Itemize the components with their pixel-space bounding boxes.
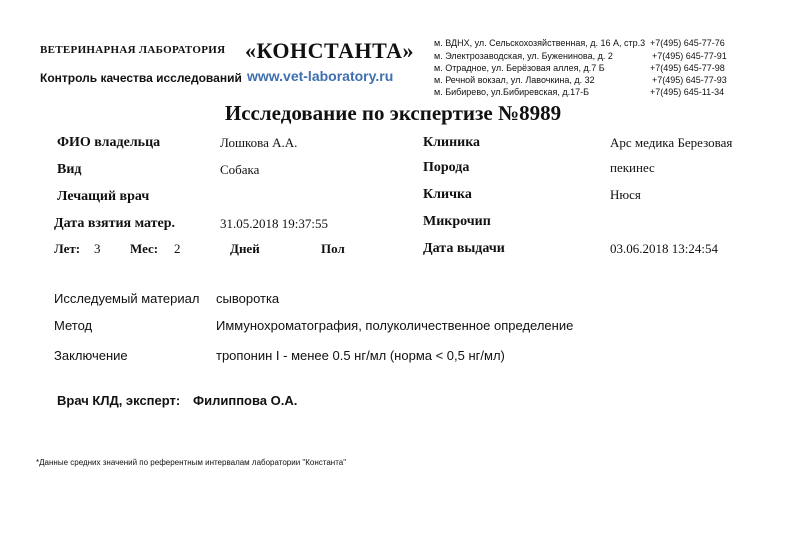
species-value: Собака (220, 162, 260, 177)
expert-name: Филиппова О.А. (193, 393, 298, 408)
address-line: м. ВДНХ, ул. Сельскохозяйственная, д. 16 А, стр.3 (434, 38, 646, 48)
lab-brand: «КОНСТАНТА» (245, 38, 415, 63)
address-line: м. Отрадное, ул. Берёзовая аллея, д.7 Б (434, 63, 605, 73)
species-label: Вид (57, 162, 82, 177)
phone-number: +7(495) 645-77-98 (650, 63, 725, 73)
phone-number: +7(495) 645-11-34 (650, 87, 725, 97)
years-value: 3 (94, 241, 101, 256)
months-value: 2 (174, 241, 181, 256)
owner-label: ФИО владельца (57, 135, 161, 150)
breed-value: пекинес (610, 160, 655, 175)
lab-subtitle: Контроль качества исследований (40, 71, 242, 85)
method-value: Иммунохроматография, полуколичественное определение (216, 318, 574, 333)
address-line: м. Электрозаводская, ул. Буженинова, д. 2 (434, 51, 613, 61)
expert-label: Врач КЛД, эксперт: (57, 393, 181, 408)
method-label: Метод (54, 318, 93, 333)
footnote: *Данные средних значений по референтным интервалам лаборатории "Константа" (36, 458, 347, 467)
lab-website-link[interactable]: www.vet-laboratory.ru (247, 68, 394, 84)
address-line: м. Речной вокзал, ул. Лавочкина, д. 32 (434, 75, 595, 85)
issue-date-label: Дата выдачи (423, 241, 505, 256)
breed-label: Порода (423, 160, 470, 175)
sample-date-value: 31.05.2018 19:37:55 (220, 216, 328, 231)
conclusion-value: тропонин I - менее 0.5 нг/мл (норма < 0,5 нг/мл) (216, 348, 505, 363)
phone-number: +7(495) 645-77-76 (650, 38, 725, 48)
microchip-label: Микрочип (423, 214, 491, 229)
issue-date-value: 03.06.2018 13:24:54 (610, 241, 718, 256)
address-line: м. Бибирево, ул.Бибиревская, д.17-Б (434, 87, 590, 97)
clinic-label: Клиника (423, 135, 481, 150)
sample-date-label: Дата взятия матер. (54, 216, 176, 231)
document-title: Исследование по экспертизе №8989 (224, 101, 562, 125)
doctor-label: Лечащий врач (57, 189, 150, 204)
material-value: сыворотка (216, 291, 280, 306)
lab-name: ВЕТЕРИНАРНАЯ ЛАБОРАТОРИЯ (40, 44, 226, 56)
nickname-label: Кличка (423, 187, 472, 202)
conclusion-label: Заключение (54, 348, 128, 363)
phone-number: +7(495) 645-77-91 (652, 51, 727, 61)
years-label: Лет: (54, 241, 81, 256)
phone-number: +7(495) 645-77-93 (652, 75, 727, 85)
clinic-value: Арс медика Березовая (610, 135, 733, 150)
days-label: Дней (230, 241, 260, 256)
material-label: Исследуемый материал (54, 291, 200, 306)
owner-value: Лошкова А.А. (220, 135, 298, 150)
nickname-value: Нюся (610, 187, 641, 202)
months-label: Мес: (130, 241, 159, 256)
sex-label: Пол (321, 241, 345, 256)
